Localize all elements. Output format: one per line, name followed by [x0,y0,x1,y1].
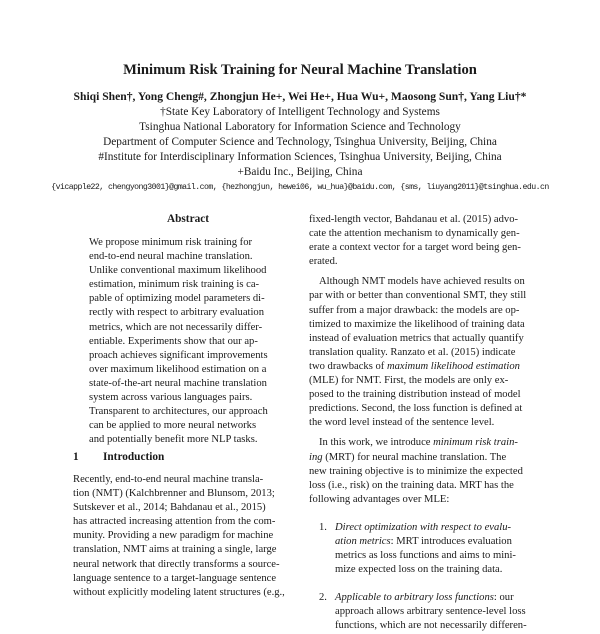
introduction-body [73,473,287,600]
text-line: timized to maximize the likelihood of training data [309,318,525,330]
text-line: predictions. Second, the loss function is defined at [309,403,523,415]
text-line: following advantages over MLE: [309,493,450,505]
affiliation-line: +Baidu Inc., Beijing, China [237,166,363,178]
text-line: Recently, end-to-end neural machine transla- [73,474,264,485]
text-line: has attracted increasing attention from the com- [73,516,276,528]
text-line: suffer from a major drawback: the models are op- [309,304,520,316]
affiliation-line: Department of Computer Science and Technology, Tsinghua University, Beijing, China [103,136,497,148]
text-line: loss (i.e., risk) on the training data. MRT has the [309,479,514,491]
text-line: and potentially benefit more NLP tasks. [89,434,258,446]
text-line: (MLE) for NMT. First, the models are only ex- [309,375,509,387]
affiliation-line: †State Key Laboratory of Intelligent Technology and Systems [160,106,440,118]
text-line: language sentence to a target-language sentence [73,572,277,584]
text-line: mize expected loss on the training data. [335,564,503,576]
abstract-body [89,236,285,447]
list-item [309,521,530,577]
text-line: Transparent to architectures, our approach [89,406,268,418]
text-line: erate a context vector for a target word being gen- [309,242,521,254]
text-line: munity. Providing a new paradigm for machine [73,530,274,542]
text-line: pable of optimizing model parameters di- [89,293,265,305]
text-line: erated. [309,256,338,268]
text-line: posed to the training distribution instead of model [309,389,521,401]
text-line [335,535,530,549]
text-line: Sutskever et al., 2014; Bahdanau et al., 2015) [73,502,266,514]
italic-term: ation metrics [335,535,391,547]
affiliation-line: Tsinghua National Laboratory for Information Science and Technology [139,121,461,133]
italic-term: ing [309,451,323,463]
text-line: Unlike conventional maximum likelihood [89,265,267,277]
text-line: without explicitly modeling latent structures (e.g., [73,586,285,598]
list-number: 2. [319,592,327,604]
list-number: 1. [319,521,327,533]
text-line: metrics, which are not necessarily differ- [89,321,263,333]
section-number: 1 [73,451,79,463]
text-line: over maximum likelihood estimation on a [89,363,267,375]
text-line [335,591,530,605]
text-line: can be applied to more neural networks [89,420,257,432]
text-line: rectly with respect to arbitrary evaluation [89,307,265,319]
text-line: approach allows arbitrary sentence-level loss [335,606,526,618]
italic-term: minimum risk train- [433,437,518,449]
text-line: We propose minimum risk training for [89,237,253,248]
text-line: entiable. Experiments show that our ap- [89,335,258,347]
text-line [309,436,530,450]
author-list: Shiqi Shen†, Yong Cheng#, Zhongjun He+, Wei He+, Hua Wu+, Maosong Sun†, Yang Liu†* [73,90,527,103]
author-emails: {vicapple22, chengyong3001}@gmail.com, {hezhongjun, hewei06, wu_hua}@baidu.com, {sms, liuyang2011}@tsinghua.edu.cn [51,183,549,192]
text-line: instead of evaluation metrics that actually quantify [309,332,524,344]
text-line: proach achieves significant improvements [89,349,268,361]
abstract-heading: Abstract [166,213,210,225]
text-line: the word level instead of the sentence level. [309,417,495,429]
text-line: functions, which are not necessarily differen- [335,620,527,632]
text-line: Direct optimization with respect to evalu- [335,521,512,533]
text-line: end-to-end neural machine translation. [89,251,253,263]
list-item [309,591,530,633]
text-span: (MRT) for neural machine translation. The [322,451,507,463]
text-line: par with or better than conventional SMT, they still [309,290,527,302]
text-line: system across various languages pairs. [89,392,253,404]
text-span: two drawbacks of [309,360,387,372]
text-line: new training objective is to minimize the expected [309,465,523,477]
right-column [309,213,530,634]
affiliation-line: #Institute for Interdisciplinary Information Sciences, Tsinghua University, Beijing, China [98,151,502,163]
section-title: Introduction [103,451,165,463]
text-line: neural network that directly transforms a source- [73,558,280,570]
text-line: cate the attention mechanism to dynamically gen- [309,228,520,240]
text-line [309,451,530,465]
text-line [309,360,530,374]
text-line: fixed-length vector, Bahdanau et al. (2015) advo- [309,214,519,225]
text-line: estimation, minimum risk training is ca- [89,279,260,291]
text-line: metrics as loss functions and aims to mini- [335,550,516,562]
text-span: : MRT introduces evaluation [390,535,512,547]
section-heading-introduction [73,451,164,463]
text-span: : our [493,592,514,604]
italic-term: maximum likelihood estimation [386,360,520,372]
text-line: translation quality. Ranzato et al. (2015) indicate [309,346,516,358]
text-line: state-of-the-art neural machine translation [89,377,267,389]
text-span: In this work, we introduce [319,437,434,449]
text-line: tion (NMT) (Kalchbrenner and Blunsom, 2013; [73,488,275,500]
text-line: Although NMT models have achieved results on [319,276,525,288]
paper-title: Minimum Risk Training for Neural Machine Translation [123,62,477,78]
italic-term: Applicable to arbitrary loss functions [335,592,494,604]
text-line: translation, NMT aims at training a single, large [73,544,277,556]
